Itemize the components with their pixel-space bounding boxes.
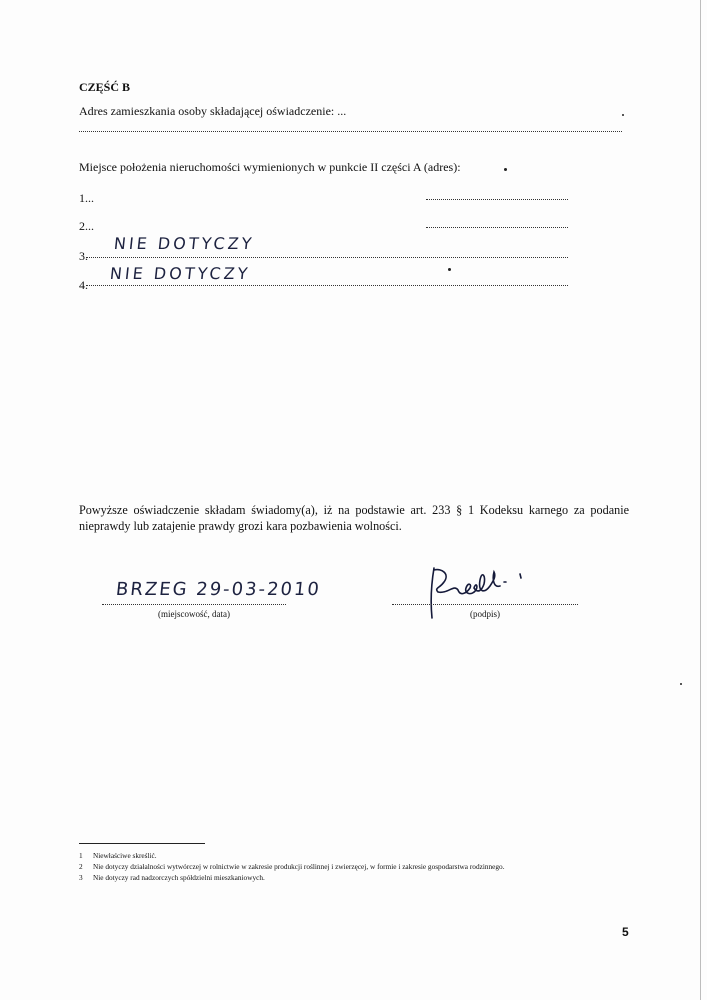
property-label: Miejsce położenia nieruchomości wymienionych w punkcie II części A (adres):: [79, 160, 461, 174]
row-2-dotted-line: [426, 227, 568, 228]
row-4-dotted-line: [86, 285, 568, 286]
row-1-dotted-line: [426, 199, 568, 200]
address-dotted-line: [79, 131, 622, 132]
place-date-caption: (miejscowość, data): [158, 609, 230, 619]
row-number: 1...: [79, 191, 94, 205]
row-number: 2...: [79, 219, 94, 233]
bullet-mark: [504, 168, 507, 171]
page-edge: [700, 0, 701, 1000]
footnote-1: 1 Niewłaściwe skreślić.: [79, 851, 157, 860]
row-number: 3.: [79, 249, 88, 263]
declaration-paragraph: Powyższe oświadczenie składam świadomy(a), iż na podstawie art. 233 § 1 Kodeksu karnego za podanie nieprawdy lub zatajenie prawdy grozi kara pozbawienia wolności.: [79, 503, 629, 533]
signature-dotted-line: [392, 604, 578, 605]
signature-caption: (podpis): [470, 609, 500, 619]
footnote-rule: [79, 843, 205, 844]
footnote-2: 2 Nie dotyczy działalności wytwórczej w rolnictwie w zakresie produkcji roślinnej i zwierzęcej, w formie i zakresie gospodarstwa rodzinnego.: [79, 862, 505, 871]
signature-image: [420, 560, 560, 630]
speck: [680, 683, 682, 685]
footnote-3: 3 Nie dotyczy rad nadzorczych spółdzielni mieszkaniowych.: [79, 873, 265, 882]
handwritten-entry: NIE DOTYCZY: [113, 234, 256, 253]
address-label: Adres zamieszkania osoby składającej oświadczenie: ...: [79, 104, 347, 118]
row-number: 4.: [79, 278, 88, 292]
section-heading: CZĘŚĆ B: [79, 80, 131, 94]
handwritten-place-date: BRZEG 29-03-2010: [114, 579, 322, 600]
handwritten-entry: NIE DOTYCZY: [109, 264, 252, 283]
row-3-dotted-line: [86, 257, 568, 258]
page-number: 5: [622, 925, 629, 939]
speck: [622, 114, 624, 116]
place-date-dotted-line: [102, 604, 286, 605]
speck: [448, 268, 451, 271]
